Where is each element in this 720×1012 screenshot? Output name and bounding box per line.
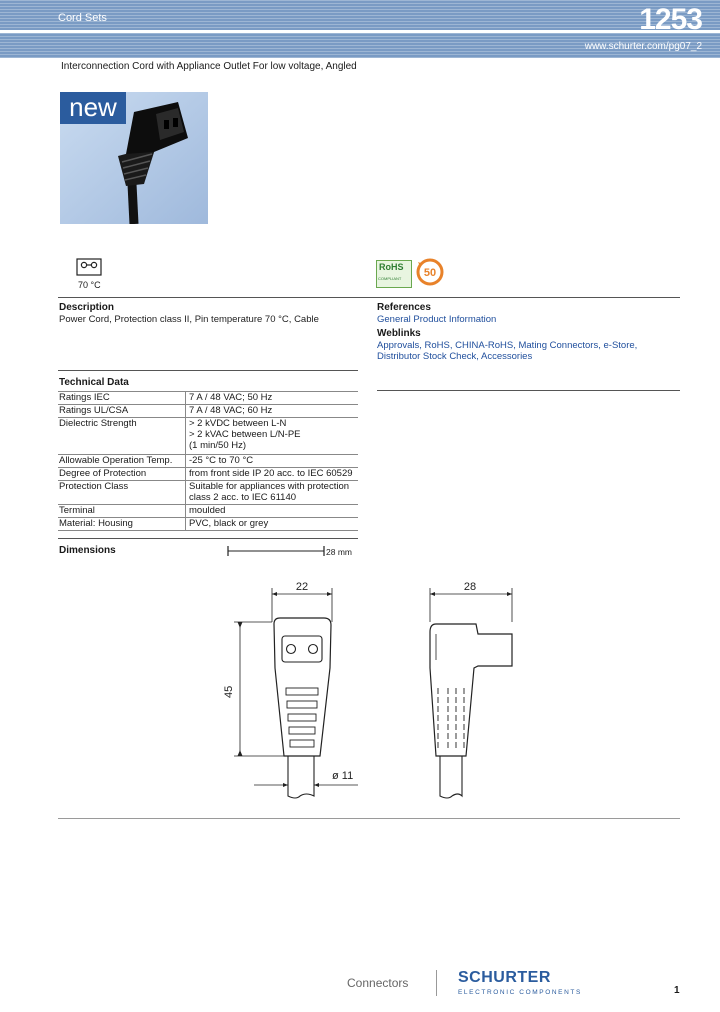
footer-connectors-label: Connectors xyxy=(347,976,409,990)
table-key: Terminal xyxy=(59,505,95,516)
table-key: Allowable Operation Temp. xyxy=(59,455,173,466)
table-key: Dielectric Strength xyxy=(59,418,137,429)
front-width-label: 22 xyxy=(295,581,309,593)
header-url-link[interactable]: www.schurter.com/pg07_2 xyxy=(584,41,702,52)
description-text: Power Cord, Protection class II, Pin temperature 70 °C, Cable xyxy=(59,314,319,325)
scale-bar-label: 28 mm xyxy=(326,547,352,557)
category-title: Cord Sets xyxy=(58,12,107,24)
weblinks-line-1[interactable]: Approvals, RoHS, CHINA-RoHS, Mating Connectors, e-Store, xyxy=(377,340,638,351)
table-key: Ratings UL/CSA xyxy=(59,405,129,416)
table-value: (1 min/50 Hz) xyxy=(189,440,247,451)
side-width-label: 28 xyxy=(463,581,477,593)
weblinks-line-2[interactable]: Distributor Stock Check, Accessories xyxy=(377,351,533,362)
table-value: 7 A / 48 VAC; 50 Hz xyxy=(189,392,273,403)
diameter-label: ø 11 xyxy=(332,770,354,782)
table-value: 7 A / 48 VAC; 60 Hz xyxy=(189,405,273,416)
rohs-logo-subtext: COMPLIANT xyxy=(378,276,402,281)
table-key: Protection Class xyxy=(59,481,129,492)
table-value: -25 °C to 70 °C xyxy=(189,455,254,466)
table-value: PVC, black or grey xyxy=(189,518,269,529)
schurter-logo-subtitle: ELECTRONIC COMPONENTS xyxy=(458,989,582,996)
footer-divider xyxy=(436,970,437,996)
temperature-icon xyxy=(76,258,102,276)
table-key: Degree of Protection xyxy=(59,468,147,479)
dimensions-heading: Dimensions xyxy=(59,545,116,556)
table-key: Material: Housing xyxy=(59,518,133,529)
weblinks-heading: Weblinks xyxy=(377,328,421,339)
china-rohs-label: 50 xyxy=(423,267,437,279)
height-label: 45 xyxy=(223,685,235,698)
technical-rule-right xyxy=(377,390,680,391)
description-heading: Description xyxy=(59,302,115,313)
technical-rule xyxy=(58,370,358,371)
technical-heading: Technical Data xyxy=(59,377,129,388)
table-key: Ratings IEC xyxy=(59,392,110,403)
table-row xyxy=(58,517,358,531)
table-row xyxy=(58,391,358,404)
table-row xyxy=(58,454,358,467)
table-value: Suitable for appliances with protection xyxy=(189,481,350,492)
table-value: > 2 kVDC between L-N xyxy=(189,418,287,429)
table-value: class 2 acc. to IEC 61140 xyxy=(189,492,297,503)
temperature-label: 70 °C xyxy=(78,280,101,290)
new-badge: new xyxy=(60,92,126,124)
table-row xyxy=(58,404,358,417)
references-heading: References xyxy=(377,302,431,313)
product-subtitle: Interconnection Cord with Appliance Outlet For low voltage, Angled xyxy=(61,61,357,72)
rohs-logo-text: RoHS xyxy=(379,262,404,272)
header-divider xyxy=(0,30,720,33)
table-value: > 2 kVAC between L/N-PE xyxy=(189,429,301,440)
table-row xyxy=(58,417,358,454)
page-number: 1 xyxy=(674,985,680,996)
schurter-logo: SCHURTER xyxy=(458,969,551,986)
general-product-information-link[interactable]: General Product Information xyxy=(377,314,497,325)
table-row xyxy=(58,504,358,517)
part-number: 1253 xyxy=(639,3,702,36)
china-rohs-icon xyxy=(414,258,446,286)
table-row xyxy=(58,467,358,480)
table-value: from front side IP 20 acc. to IEC 60529 xyxy=(189,468,353,479)
bottom-rule xyxy=(58,818,680,819)
table-value: moulded xyxy=(189,505,226,516)
section-rule xyxy=(58,297,680,298)
table-row xyxy=(58,480,358,504)
dimensions-drawing xyxy=(200,538,540,808)
